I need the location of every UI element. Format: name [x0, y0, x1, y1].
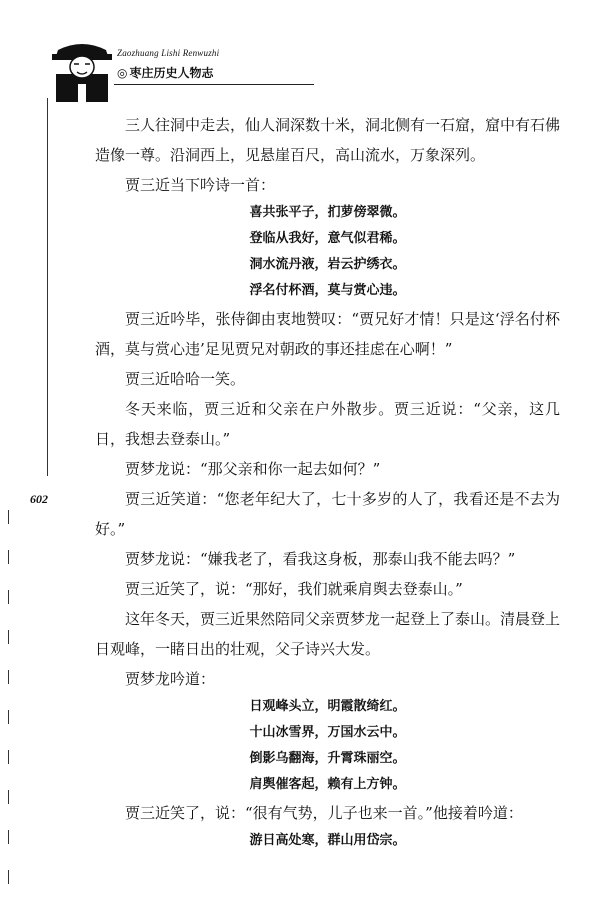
poem-line: 喜共张平子，扪萝傍翠微。 — [249, 205, 406, 220]
body-paragraph: 贾三近笑了，说：“很有气势，儿子也来一首。”他接着吟道： — [125, 804, 523, 822]
page-body — [95, 110, 560, 854]
series-title-chinese-text: 枣庄历史人物志 — [129, 66, 214, 80]
poem-line: 浮名付杯酒，莫与赏心违。 — [249, 283, 406, 298]
body-paragraph: 贾三近笑了，说：“那好，我们就乘肩舆去登泰山。” — [125, 580, 463, 598]
poem-line: 日观峰头立，明霞散绮红。 — [249, 699, 406, 714]
left-edge-marks — [8, 510, 12, 914]
poem-line: 登临从我好，意气似君稀。 — [249, 231, 406, 246]
poem-line: 十山冰雪界，万国水云中。 — [249, 725, 406, 740]
header-portrait-image — [52, 40, 112, 102]
body-paragraph: 贾梦龙说：“嫌我老了，看我这身板，那泰山我不能去吗？” — [125, 550, 516, 568]
body-paragraph: 贾三近吟毕，张侍御由衷地赞叹：“贾兄好才情！只是这‘浮名付杯酒，莫与赏心违’足见贾兄对朝政的事还挂虑在心啊！” — [95, 310, 560, 358]
body-paragraph: 冬天来临，贾三近和父亲在户外散步。贾三近说：“父亲，这几日，我想去登泰山。” — [95, 400, 560, 448]
body-paragraph: 这年冬天，贾三近果然陪同父亲贾梦龙一起登上了泰山。清晨登上日观峰，一睹日出的壮观，父子诗兴大发。 — [95, 610, 561, 658]
body-paragraph: 贾三近哈哈一笑。 — [125, 370, 246, 388]
poem-line: 游日高处寒，群山用岱宗。 — [249, 833, 406, 848]
body-paragraph: 贾梦龙吟道： — [125, 670, 216, 688]
body-paragraph: 三人往洞中走去，仙人洞深数十米，洞北侧有一石窟，窟中有石佛造像一尊。沿洞西上，见悬崖百尺，高山流水，万象深列。 — [95, 116, 561, 164]
poem-line: 倒影乌翻海，升霄珠丽空。 — [249, 751, 406, 766]
body-paragraph: 贾三近笑道：“您老年纪大了，七十多岁的人了，我看还是不去为好。” — [95, 490, 560, 538]
series-title-english: Zaozhuang Lishi Renwuzhi — [117, 48, 220, 58]
left-margin-rule — [47, 98, 48, 476]
poem-line: 肩舆催客起，赖有上方钟。 — [249, 777, 406, 792]
header-divider — [114, 84, 314, 85]
body-paragraph: 贾三近当下吟诗一首： — [125, 176, 276, 194]
series-title-chinese — [117, 64, 214, 81]
page-number: 602 — [30, 492, 48, 506]
circle-mark: ◎ — [117, 66, 128, 80]
body-paragraph: 贾梦龙说：“那父亲和你一起去如何？” — [125, 460, 381, 478]
poem-line: 洞水流丹液，岩云护绣衣。 — [249, 257, 406, 272]
